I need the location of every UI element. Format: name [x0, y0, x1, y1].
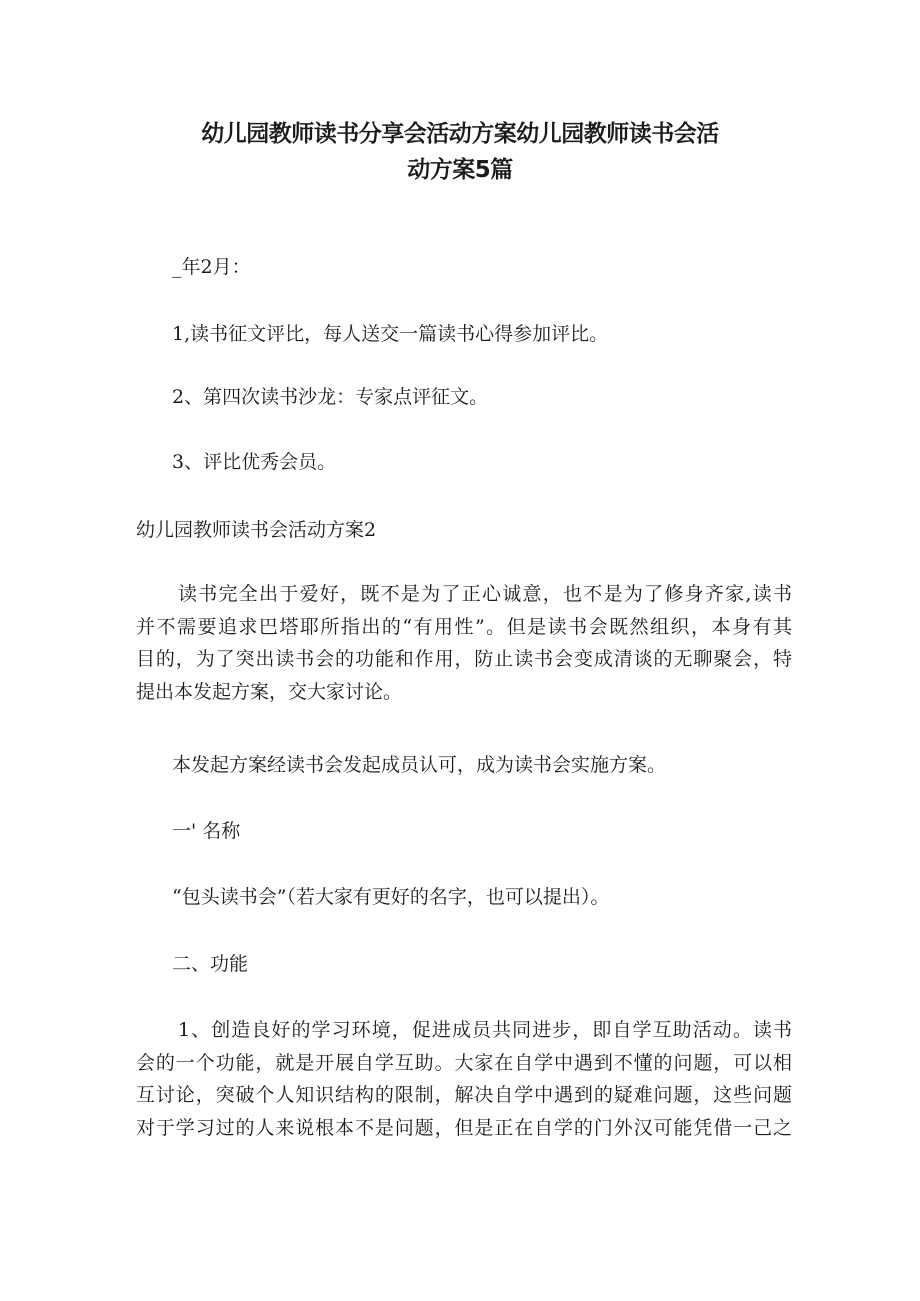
list-item: 2、第四次读书沙龙：专家点评征文。: [172, 386, 489, 408]
approval-text: 本发起方案经读书会发起成员认可，成为读书会实施方案。: [172, 754, 667, 776]
paragraph-line: 并不需要追求巴塔耶所指出的“有用性”。但是读书会既然组织，本身有其: [136, 615, 792, 638]
paragraph-line: 对于学习过的人来说根本不是问题，但是正在自学的门外汉可能凭借一己之: [136, 1116, 792, 1139]
list-item: 3、评比优秀会员。: [172, 451, 337, 473]
paragraph-line: 1、创造良好的学习环境，促进成员共同进步，即自学互助活动。读书: [178, 1019, 792, 1041]
document-title: [0, 116, 920, 188]
name-heading: 一' 名称: [172, 820, 241, 842]
title-line-2: 动方案5篇: [407, 157, 513, 183]
intro-paragraph: [136, 578, 792, 708]
title-line-1: 幼儿园教师读书分享会活动方案幼儿园教师读书会活: [201, 121, 719, 147]
paragraph-line: 互讨论，突破个人知识结构的限制，解决自学中遇到的疑难问题，这些问题: [136, 1084, 792, 1106]
paragraph-line: 目的，为了突出读书会的功能和作用，防止读书会变成清谈的无聊聚会，特: [136, 648, 792, 670]
date-line: _年2月：: [172, 256, 251, 278]
paragraph-line: 提出本发起方案，交大家讨论。: [136, 680, 403, 703]
name-text: “包头读书会”（若大家有更好的名字，也可以提出）。: [172, 886, 610, 908]
paragraph-line: 会的一个功能，就是开展自学互助。大家在自学中遇到不懂的问题，可以相: [136, 1051, 792, 1074]
paragraph-line: 读书完全出于爱好，既不是为了正心诚意，也不是为了修身齐家,读书: [178, 583, 792, 605]
function-heading: 二、功能: [172, 953, 249, 975]
list-item: 1,读书征文评比，每人送交一篇读书心得参加评比。: [172, 323, 609, 345]
function-paragraph: [136, 1014, 792, 1144]
section-heading: 幼儿园教师读书会活动方案2: [136, 519, 377, 541]
